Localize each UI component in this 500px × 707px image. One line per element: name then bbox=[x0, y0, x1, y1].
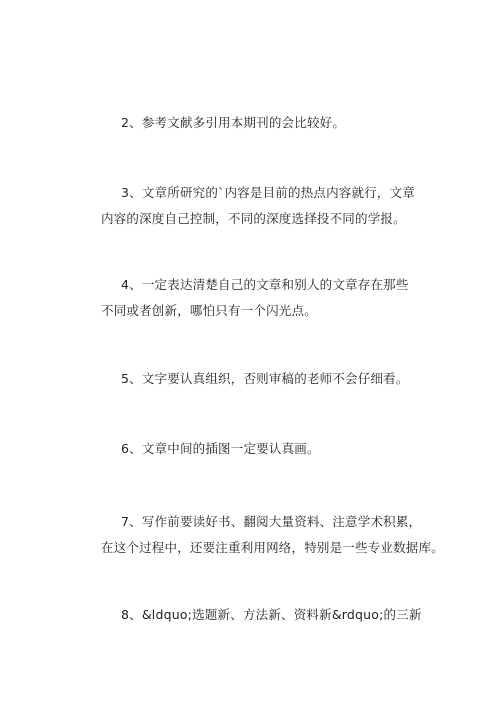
paragraph-line: 7、写作前要读好书、翻阅大量资料、注意学术积累， bbox=[121, 514, 422, 529]
paragraph-line: 8、&ldquo;选题新、方法新、资料新&rdquo;的三新 bbox=[121, 607, 422, 622]
paragraph-line: 内容的深度自己控制，不同的深度选择投不同的学报。 bbox=[101, 211, 406, 226]
paragraph-item-5 bbox=[101, 366, 431, 392]
paragraph-item-2 bbox=[101, 110, 431, 136]
paragraph-line: 5、文字要认真组织，否则审稿的老师不会仔细看。 bbox=[121, 371, 409, 386]
paragraph-item-8 bbox=[101, 602, 431, 628]
paragraph-item-4 bbox=[101, 272, 431, 324]
paragraph-line: 2、参考文献多引用本期刊的会比较好。 bbox=[121, 115, 346, 130]
paragraph-item-6 bbox=[101, 436, 431, 462]
paragraph-item-7 bbox=[101, 509, 444, 561]
paragraph-line: 3、文章所研究的`内容是目前的热点内容就行，文章 bbox=[121, 185, 416, 200]
paragraph-line: 在这个过程中，还要注重利用网络，特别是一些专业数据库。 bbox=[101, 540, 444, 555]
paragraph-line: 不同或者创新，哪怕只有一个闪光点。 bbox=[101, 303, 317, 318]
paragraph-line: 6、文章中间的插图一定要认真画。 bbox=[121, 441, 320, 456]
paragraph-line: 4、一定表达清楚自己的文章和别人的文章存在那些 bbox=[121, 277, 409, 292]
paragraph-item-3 bbox=[101, 180, 431, 232]
